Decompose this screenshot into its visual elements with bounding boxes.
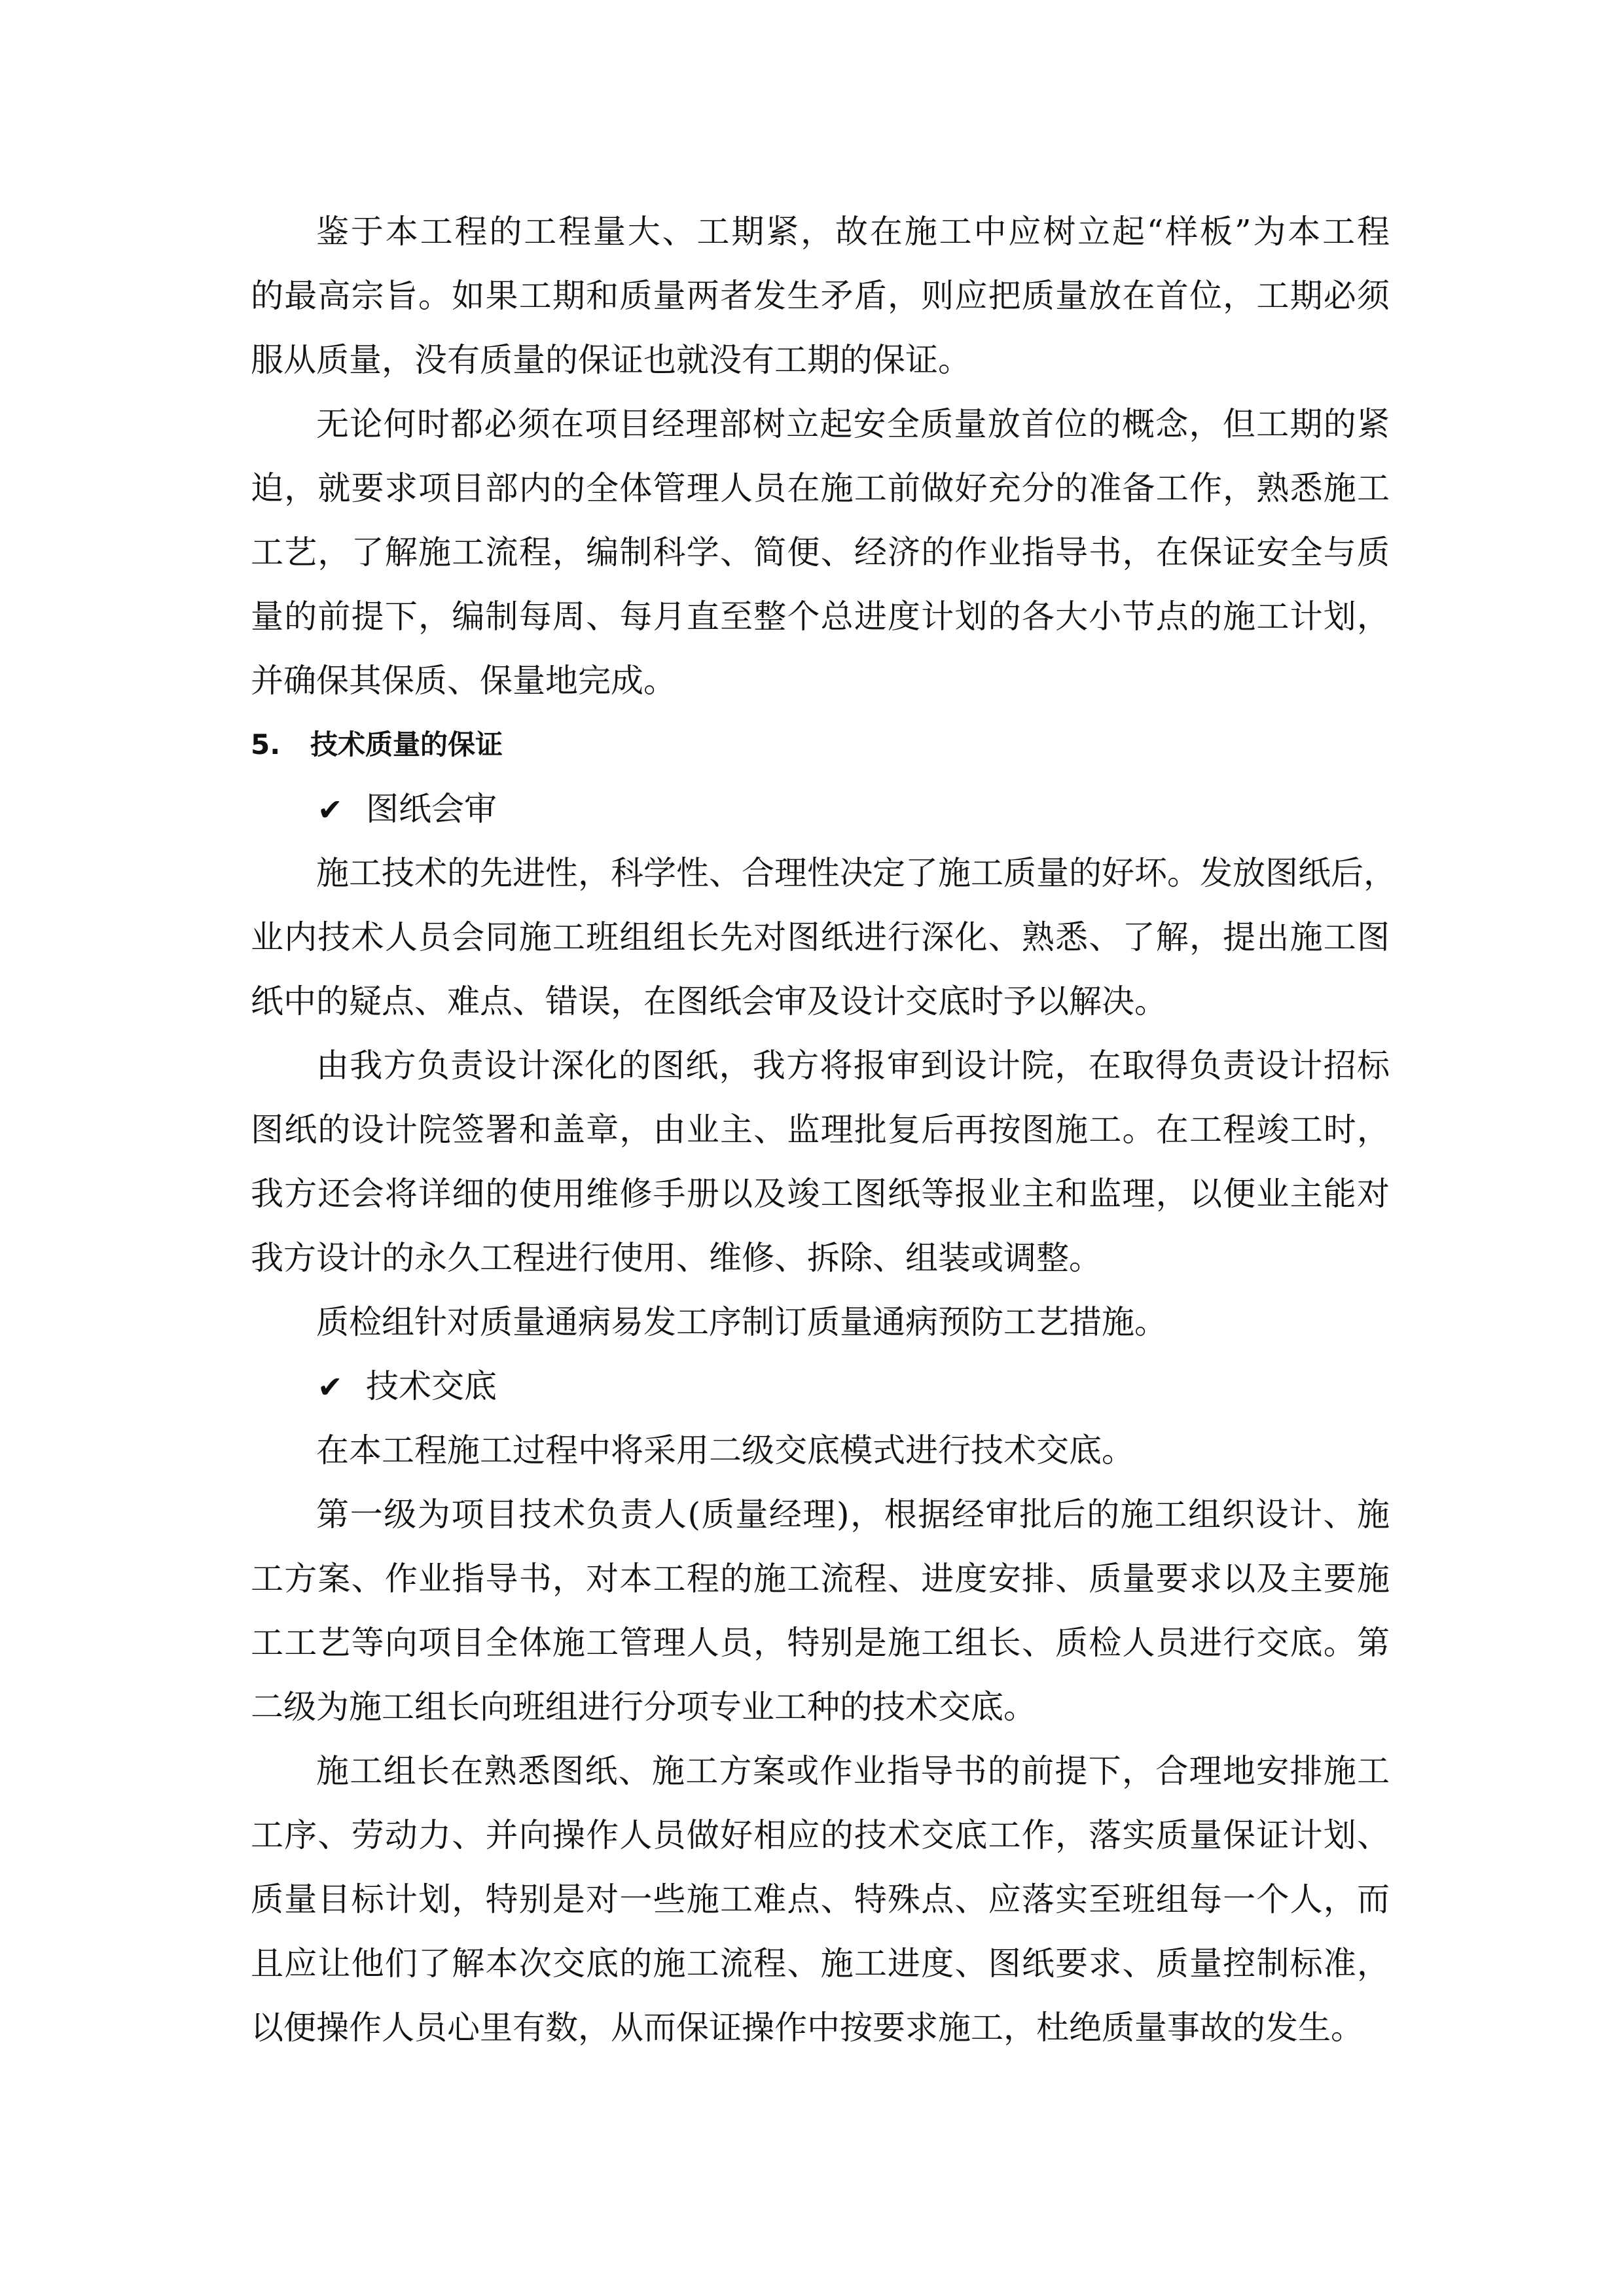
document-body <box>251 200 1396 2060</box>
paragraph-line: 质检组针对质量通病易发工序制订质量通病预防工艺措施。 <box>316 1303 1167 1341</box>
checklist-item <box>251 777 1390 841</box>
checklist-item-label: 技术交底 <box>366 1367 497 1405</box>
paragraph-line: 工方案、作业指导书，对本工程的施工流程、进度安排、质量要求以及主要施 <box>251 1560 1390 1598</box>
paragraph-line: 服从质量，没有质量的保证也就没有工期的保证。 <box>251 341 971 379</box>
paragraph-line: 由我方负责设计深化的图纸，我方将报审到设计院，在取得负责设计招标 <box>316 1047 1390 1085</box>
paragraph-line: 我方设计的永久工程进行使用、维修、拆除、组装或调整。 <box>251 1239 1102 1277</box>
checklist-item-label: 图纸会审 <box>366 790 497 828</box>
section-number: 5. <box>251 728 281 761</box>
paragraph-line: 工序、劳动力、并向操作人员做好相应的技术交底工作，落实质量保证计划、 <box>251 1816 1390 1854</box>
paragraph-line: 无论何时都必须在项目经理部树立起安全质量放首位的概念，但工期的紧 <box>316 405 1390 443</box>
section-title: 技术质量的保证 <box>310 728 503 761</box>
paragraph <box>251 1290 1390 1354</box>
paragraph-line: 二级为施工组长向班组进行分项专业工种的技术交底。 <box>251 1688 1036 1726</box>
paragraph-line: 鉴于本工程的工程量大、工期紧，故在施工中应树立起“样板”为本工程 <box>316 213 1390 251</box>
paragraph-line: 图纸的设计院签署和盖章，由业主、监理批复后再按图施工。在工程竣工时， <box>251 1111 1390 1149</box>
paragraph <box>251 1418 1390 1482</box>
paragraph-line: 质量目标计划，特别是对一些施工难点、特殊点、应落实至班组每一个人，而 <box>251 1880 1390 1918</box>
paragraph-line: 我方还会将详细的使用维修手册以及竣工图纸等报业主和监理，以便业主能对 <box>251 1175 1390 1213</box>
checkmark-icon: ✔ <box>317 792 343 827</box>
paragraph-line: 施工组长在熟悉图纸、施工方案或作业指导书的前提下，合理地安排施工 <box>316 1752 1390 1790</box>
paragraph-line: 且应让他们了解本次交底的施工流程、施工进度、图纸要求、质量控制标准， <box>251 1945 1390 1982</box>
paragraph-line: 以便操作人员心里有数，从而保证操作中按要求施工，杜绝质量事故的发生。 <box>251 2009 1363 2047</box>
paragraph-line: 施工技术的先进性，科学性、合理性决定了施工质量的好坏。发放图纸后， <box>316 854 1396 892</box>
paragraph <box>251 841 1396 1033</box>
checkmark-icon: ✔ <box>317 1369 343 1405</box>
paragraph-line: 在本工程施工过程中将采用二级交底模式进行技术交底。 <box>316 1431 1134 1469</box>
paragraph-line: 工工艺等向项目全体施工管理人员，特别是施工组长、质检人员进行交底。第 <box>251 1624 1390 1662</box>
checklist-item <box>251 1354 1390 1418</box>
paragraph <box>251 200 1390 392</box>
paragraph <box>251 1482 1390 1739</box>
paragraph-line: 工艺，了解施工流程，编制科学、简便、经济的作业指导书，在保证安全与质 <box>251 533 1390 571</box>
paragraph-line: 业内技术人员会同施工班组组长先对图纸进行深化、熟悉、了解，提出施工图 <box>251 918 1390 956</box>
paragraph-line: 并确保其保质、保量地完成。 <box>251 662 676 700</box>
paragraph-line: 量的前提下，编制每周、每月直至整个总进度计划的各大小节点的施工计划， <box>251 598 1390 636</box>
paragraph <box>251 1739 1390 2060</box>
section-heading <box>251 713 1390 777</box>
paragraph-line: 的最高宗旨。如果工期和质量两者发生矛盾，则应把质量放在首位，工期必须 <box>251 277 1390 315</box>
paragraph <box>251 1033 1390 1290</box>
paragraph-line: 迫，就要求项目部内的全体管理人员在施工前做好充分的准备工作，熟悉施工 <box>251 469 1390 507</box>
paragraph-line: 纸中的疑点、难点、错误，在图纸会审及设计交底时予以解决。 <box>251 982 1167 1020</box>
paragraph <box>251 392 1390 713</box>
paragraph-line: 第一级为项目技术负责人(质量经理)，根据经审批后的施工组织设计、施 <box>316 1496 1390 1534</box>
